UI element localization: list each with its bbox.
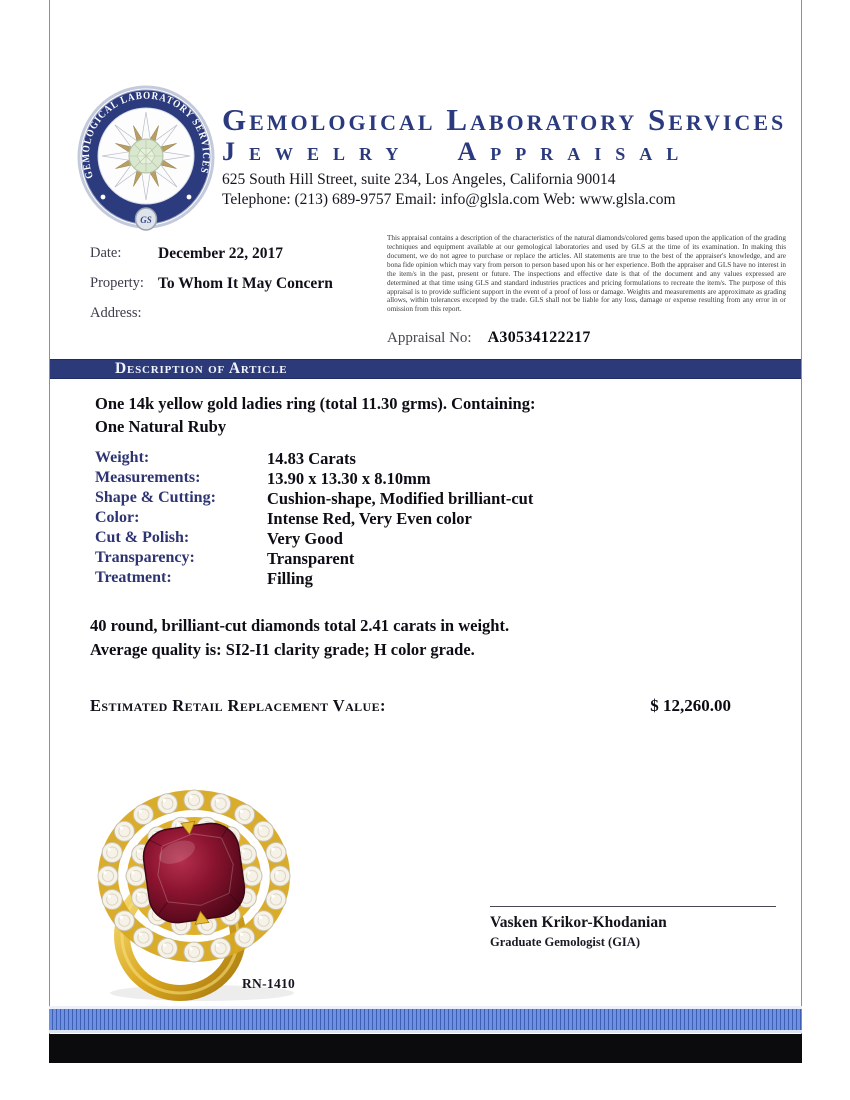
attr-label: Weight: bbox=[95, 449, 150, 466]
logo-monogram: GS bbox=[140, 215, 152, 225]
attr-label: Color: bbox=[95, 509, 140, 526]
address-row bbox=[90, 305, 333, 322]
description-line1: One 14k yellow gold ladies ring (total 11.30 grms). Containing: bbox=[95, 394, 536, 413]
diamonds-summary bbox=[90, 614, 509, 662]
attr-label: Cut & Polish: bbox=[95, 529, 190, 546]
table-row bbox=[95, 529, 533, 549]
table-row bbox=[95, 469, 533, 489]
estimated-value-row bbox=[90, 696, 731, 716]
appraisal-no-label: Appraisal No: bbox=[387, 330, 472, 346]
table-row bbox=[95, 449, 533, 469]
property-row bbox=[90, 275, 333, 292]
address-label: Address: bbox=[90, 305, 142, 321]
attr-label: Measurements: bbox=[95, 469, 201, 486]
table-row bbox=[95, 549, 533, 569]
item-ref-label: RN-1410 bbox=[242, 976, 296, 991]
org-address: 625 South Hill Street, suite 234, Los Angeles, California 90014 bbox=[222, 171, 616, 188]
footer-black-bar bbox=[49, 1034, 802, 1063]
description-line2: One Natural Ruby bbox=[95, 417, 227, 436]
ruby-diamond-ring-image bbox=[62, 780, 344, 1008]
attr-label: Transparency: bbox=[95, 549, 195, 566]
estimated-value-label: Estimated Retail Replacement Value: bbox=[90, 696, 386, 715]
attr-label: Treatment: bbox=[95, 569, 172, 586]
attr-value: 14.83 Carats bbox=[267, 449, 356, 468]
appraiser-title: Graduate Gemologist (GIA) bbox=[490, 935, 640, 949]
property-label: Property: bbox=[90, 275, 144, 291]
appraisal-no-value: A30534122217 bbox=[487, 329, 591, 346]
diamonds-line1: 40 round, brilliant-cut diamonds total 2.41 carats in weight. bbox=[90, 616, 510, 635]
info-fields bbox=[90, 245, 333, 335]
attr-value: Intense Red, Very Even color bbox=[267, 509, 472, 528]
table-row bbox=[95, 509, 533, 529]
left-border-rule bbox=[49, 0, 50, 1063]
attr-value: 13.90 x 13.30 x 8.10mm bbox=[267, 469, 431, 488]
disclaimer-text: This appraisal contains a description of the characteristics of the natural diamonds/colored gems based upon the application of the grading techniques and equipment available at our gemological laboratories and used by GLS at the time of its examination. In making this document, we do not agree to purchase or replace the articles. All statements are true to the best of the appraiser's knowledge, and are bona fide opinion which may vary from person to person based upon his or her experience. Both the appraiser and GLS have no interest in the item/s in the past, present or future. The inspections and effective date is that of the document and any values expressed are determined at that time using GLS and standard industries practices and pricing formulations to recreate the item/s. The purpose of this appraisal is to provide sufficient support in the event of a proof of loss or damage. Weights and measurements are approximate as grading allows, within tolerances excepted by the trade. GLS shall not be liable for any loss, damage or expense resulting from any error in or omission from this report. bbox=[387, 234, 786, 314]
attribute-table bbox=[95, 449, 533, 589]
attr-value: Very Good bbox=[267, 529, 343, 548]
logo-ring-text: GEMOLOGICAL LABORATORY SERVICES bbox=[80, 90, 212, 180]
date-value: December 22, 2017 bbox=[158, 245, 283, 262]
table-row bbox=[95, 489, 533, 509]
doc-type-title: Jewelry Appraisal bbox=[222, 137, 693, 166]
property-value: To Whom It May Concern bbox=[158, 275, 333, 292]
date-label: Date: bbox=[90, 245, 122, 261]
logo-dot-right bbox=[187, 195, 192, 200]
section-banner: Description of Article bbox=[50, 359, 801, 379]
date-row bbox=[90, 245, 333, 262]
attr-label: Shape & Cutting: bbox=[95, 489, 216, 506]
org-name: Gemological Laboratory Services bbox=[222, 102, 787, 137]
center-gem-icon bbox=[129, 139, 163, 173]
masthead bbox=[222, 104, 797, 209]
estimated-value-amount: $ 12,260.00 bbox=[650, 696, 731, 715]
table-row bbox=[95, 569, 533, 589]
diamonds-line2: Average quality is: SI2-I1 clarity grade; H color grade. bbox=[90, 640, 475, 659]
attr-value: Transparent bbox=[267, 549, 355, 568]
appraiser-name: Vasken Krikor-Khodanian bbox=[490, 914, 667, 931]
attr-value: Cushion-shape, Modified brilliant-cut bbox=[267, 489, 534, 508]
right-border-rule bbox=[801, 0, 802, 1063]
article-description bbox=[95, 392, 535, 438]
logo-monogram-medallion bbox=[136, 208, 157, 230]
org-contact: Telephone: (213) 689-9757 Email: info@glsla.com Web: www.glsla.com bbox=[222, 191, 676, 208]
signature-block bbox=[490, 906, 776, 950]
logo-dot-left bbox=[101, 195, 106, 200]
starburst-icon bbox=[102, 112, 190, 200]
appraisal-number-row bbox=[387, 329, 591, 347]
attr-value: Filling bbox=[267, 569, 313, 588]
footer-ribbon bbox=[49, 1006, 802, 1033]
gls-logo bbox=[76, 84, 216, 232]
ring-photo bbox=[62, 780, 344, 1008]
